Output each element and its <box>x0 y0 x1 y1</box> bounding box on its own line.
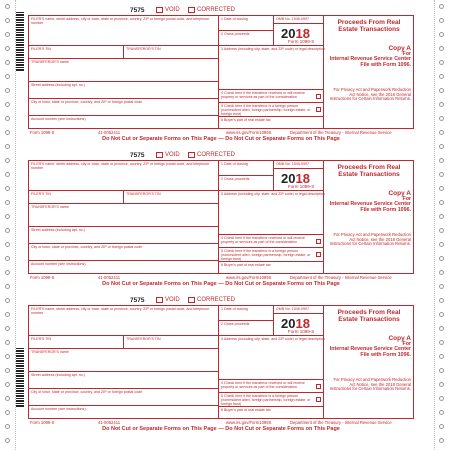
box4-checkbox[interactable] <box>316 239 321 244</box>
tractor-hole <box>439 354 444 359</box>
transferor-tin-field[interactable] <box>124 46 219 59</box>
year-cell <box>274 169 324 191</box>
gross-proceeds-field[interactable] <box>219 31 274 46</box>
city-field[interactable] <box>29 99 219 116</box>
box5-label: 5 Check here if the transferor is a foreign person (nonresident alien, foreign partnership, foreign estate, or foreign trust) <box>221 104 311 116</box>
tractor-hole <box>5 242 10 247</box>
tractor-hole <box>5 228 10 233</box>
tractor-hole <box>5 410 10 415</box>
footer-url: www.irs.gov/Form1099S <box>226 275 272 280</box>
form-name-label: Form 1099-S <box>288 329 315 334</box>
tractor-hole <box>5 60 10 65</box>
filer-info-field[interactable] <box>29 161 219 191</box>
left-tractor-strip <box>2 0 14 450</box>
tractor-hole <box>5 46 10 51</box>
copy-a-block <box>327 191 411 213</box>
tractor-hole <box>5 74 10 79</box>
year-cell <box>274 314 324 336</box>
barcode <box>16 348 24 408</box>
tax-year: 2018 <box>281 316 310 331</box>
street-address-label: Street address (including apt. no.) <box>31 373 85 377</box>
copy-label: Copy A <box>388 45 411 52</box>
tractor-hole <box>5 18 10 23</box>
street-address-label: Street address (including apt. no.) <box>31 228 85 232</box>
transferor-name-field[interactable] <box>29 59 219 82</box>
footer-url: www.irs.gov/Form1099S <box>226 130 272 135</box>
tractor-hole <box>439 32 444 37</box>
omb-number: OMB No. 1545-0997 <box>276 162 309 166</box>
tractor-hole <box>439 368 444 373</box>
form-code: 7575 <box>130 297 145 304</box>
footer-cat: 41-0052411 <box>98 130 121 135</box>
box3-label: 3 Address (including city, state, and ZIP code) or legal description <box>221 47 325 51</box>
city-label: City or town, state or province, country, and ZIP or foreign postal code <box>31 390 143 394</box>
tractor-hole <box>439 18 444 23</box>
transferor-name-label: TRANSFEROR'S name <box>31 60 69 64</box>
tractor-hole <box>5 158 10 163</box>
street-address-field[interactable] <box>29 372 219 389</box>
tractor-hole <box>439 214 444 219</box>
tractor-hole <box>5 368 10 373</box>
tractor-hole <box>5 116 10 121</box>
form-1099s <box>28 296 414 431</box>
do-not-cut-warning: Do Not Cut or Separate Forms on This Page — Do Not Cut or Separate Forms on This Page <box>102 281 340 287</box>
tractor-hole <box>5 256 10 261</box>
tractor-hole <box>5 424 10 429</box>
date-of-closing-field[interactable] <box>219 16 274 31</box>
date-of-closing-field[interactable] <box>219 306 274 321</box>
city-label: City or town, state or province, country, and ZIP or foreign postal code <box>31 245 143 249</box>
box1-label: 1 Date of closing <box>221 307 248 311</box>
void-label: VOID <box>165 7 180 13</box>
box4-cell <box>219 90 324 103</box>
box1-label: 1 Date of closing <box>221 17 248 21</box>
footer-form: Form 1099-S <box>30 420 55 425</box>
tractor-hole <box>5 326 10 331</box>
buyer-tax-field[interactable] <box>219 407 324 418</box>
copy-a-block <box>327 336 411 358</box>
box4-checkbox[interactable] <box>316 94 321 99</box>
gross-proceeds-field[interactable] <box>219 176 274 191</box>
tractor-hole <box>439 438 444 443</box>
box5-label: 5 Check here if the transferor is a foreign person (nonresident alien, foreign partnership, foreign estate, or foreign trust) <box>221 394 311 406</box>
void-checkbox[interactable] <box>156 297 163 303</box>
city-label: City or town, state or province, country, and ZIP or foreign postal code <box>31 100 143 104</box>
tractor-hole <box>439 410 444 415</box>
account-number-label: Account number (see instructions) <box>31 407 86 411</box>
tractor-hole <box>439 88 444 93</box>
tractor-hole <box>5 32 10 37</box>
account-number-field[interactable] <box>29 406 219 418</box>
tractor-hole <box>439 382 444 387</box>
copy-a-block <box>327 46 411 68</box>
tractor-hole <box>439 256 444 261</box>
form-code: 7575 <box>130 152 145 159</box>
file-with: File with Form 1096. <box>360 206 411 213</box>
filer-tin-field[interactable] <box>29 336 124 349</box>
copy-for: For <box>402 340 411 347</box>
year-cell <box>274 24 324 46</box>
transferor-tin-field[interactable] <box>124 191 219 204</box>
form-name-label: Form 1099-S <box>288 184 315 189</box>
tractor-hole <box>5 354 10 359</box>
buyer-tax-field[interactable] <box>219 262 324 273</box>
tractor-hole <box>5 438 10 443</box>
tractor-hole <box>5 382 10 387</box>
tractor-hole <box>439 144 444 149</box>
privacy-note: For Privacy Act and Paperwork Reduction Act Notice, see the 2018 General Instructions for Certain Information Returns. <box>329 377 411 392</box>
void-checkbox[interactable] <box>156 152 163 158</box>
copy-irs: Internal Revenue Service Center <box>329 56 411 62</box>
file-with: File with Form 1096. <box>360 61 411 68</box>
street-address-field[interactable] <box>29 82 219 99</box>
tractor-hole <box>439 396 444 401</box>
transferor-tin-field[interactable] <box>124 336 219 349</box>
account-number-field[interactable] <box>29 116 219 128</box>
corrected-label: CORRECTED <box>197 152 236 158</box>
transferor-tin-label: TRANSFEROR'S TIN <box>126 192 161 196</box>
city-field[interactable] <box>29 389 219 406</box>
footer-url: www.irs.gov/Form1099S <box>226 420 272 425</box>
tractor-hole <box>5 88 10 93</box>
filer-tin-label: FILER'S TIN <box>31 192 51 196</box>
barcode <box>16 12 24 72</box>
footer-dept: Department of the Treasury - Internal Revenue Service <box>290 420 392 425</box>
tractor-hole <box>439 158 444 163</box>
copy-label: Copy A <box>388 335 411 342</box>
form-header-line <box>28 151 414 160</box>
tractor-hole <box>5 340 10 345</box>
box5-cell <box>219 103 324 117</box>
filer-info-field[interactable] <box>29 16 219 46</box>
box5-cell <box>219 248 324 262</box>
void-label: VOID <box>165 297 180 303</box>
copy-for: For <box>402 195 411 202</box>
tractor-hole <box>439 200 444 205</box>
omb-cell <box>274 306 324 314</box>
gross-proceeds-field[interactable] <box>219 321 274 336</box>
tractor-hole <box>5 4 10 9</box>
form-name-label: Form 1099-S <box>288 39 315 44</box>
form-code: 7575 <box>130 7 145 14</box>
tractor-hole <box>439 326 444 331</box>
tractor-hole <box>5 186 10 191</box>
street-address-field[interactable] <box>29 227 219 244</box>
copy-irs: Internal Revenue Service Center <box>329 346 411 352</box>
tractor-hole <box>5 144 10 149</box>
privacy-note: For Privacy Act and Paperwork Reduction Act Notice, see the 2018 General Instructions for Certain Information Returns. <box>329 232 411 247</box>
box5-label: 5 Check here if the transferor is a foreign person (nonresident alien, foreign partnership, foreign estate, or foreign trust) <box>221 249 311 261</box>
account-number-label: Account number (see instructions) <box>31 262 86 266</box>
box3-label: 3 Address (including city, state, and ZIP code) or legal description <box>221 337 325 341</box>
box3-label: 3 Address (including city, state, and ZIP code) or legal description <box>221 192 325 196</box>
footer-form: Form 1099-S <box>30 275 55 280</box>
box2-label: 2 Gross proceeds <box>221 177 250 181</box>
box4-label: 4 Check here if the transferor received or will receive property or services as part of the consideration <box>221 236 305 244</box>
do-not-cut-warning: Do Not Cut or Separate Forms on This Page — Do Not Cut or Separate Forms on This Page <box>102 136 340 142</box>
tractor-hole <box>439 228 444 233</box>
filer-info-label: FILER'S name, street address, city or town, state or province, country, ZIP or foreign postal code, and telephone number <box>31 17 210 25</box>
form-grid <box>28 15 414 129</box>
box1-label: 1 Date of closing <box>221 162 248 166</box>
tractor-hole <box>439 74 444 79</box>
transferor-name-label: TRANSFEROR'S name <box>31 205 69 209</box>
account-number-label: Account number (see instructions) <box>31 117 86 121</box>
box6-label: 6 Buyer's part of real estate tax <box>221 263 271 267</box>
transferor-name-field[interactable] <box>29 349 219 372</box>
tractor-hole <box>5 102 10 107</box>
footer-cat: 41-0052411 <box>98 420 121 425</box>
tractor-hole <box>439 284 444 289</box>
box4-label: 4 Check here if the transferor received or will receive property or services as part of the consideration <box>221 91 305 99</box>
copy-for: For <box>402 50 411 57</box>
street-address-label: Street address (including apt. no.) <box>31 83 85 87</box>
tractor-hole <box>439 270 444 275</box>
box2-label: 2 Gross proceeds <box>221 32 250 36</box>
tractor-hole <box>5 284 10 289</box>
tax-year: 2018 <box>281 171 310 186</box>
form-grid <box>28 305 414 419</box>
filer-tin-field[interactable] <box>29 46 124 59</box>
tractor-hole <box>5 172 10 177</box>
box5-checkbox[interactable] <box>316 252 321 257</box>
filer-tin-label: FILER'S TIN <box>31 337 51 341</box>
tractor-hole <box>439 298 444 303</box>
corrected-checkbox[interactable] <box>188 7 195 13</box>
form-1099s <box>28 6 414 141</box>
box5-checkbox[interactable] <box>316 397 321 402</box>
box6-label: 6 Buyer's part of real estate tax <box>221 408 271 412</box>
box4-cell <box>219 380 324 393</box>
tractor-hole <box>439 46 444 51</box>
privacy-note: For Privacy Act and Paperwork Reduction Act Notice, see the 2018 General Instructions for Certain Information Returns. <box>329 87 411 102</box>
form-grid <box>28 160 414 274</box>
filer-tin-field[interactable] <box>29 191 124 204</box>
corrected-label: CORRECTED <box>197 297 236 303</box>
copy-irs: Internal Revenue Service Center <box>329 201 411 207</box>
footer-dept: Department of the Treasury - Internal Revenue Service <box>290 275 392 280</box>
form-header-line <box>28 296 414 305</box>
copy-label: Copy A <box>388 190 411 197</box>
omb-number: OMB No. 1545-0997 <box>276 307 309 311</box>
tractor-hole <box>439 340 444 345</box>
tractor-hole <box>5 200 10 205</box>
form-title: Proceeds From Real Estate Transactions <box>337 19 401 33</box>
property-address-field[interactable] <box>219 336 324 380</box>
do-not-cut-warning: Do Not Cut or Separate Forms on This Page — Do Not Cut or Separate Forms on This Page <box>102 426 340 432</box>
void-label: VOID <box>165 152 180 158</box>
tractor-hole <box>439 186 444 191</box>
corrected-checkbox[interactable] <box>188 152 195 158</box>
filer-info-label: FILER'S name, street address, city or town, state or province, country, ZIP or foreign postal code, and telephone number <box>31 162 210 170</box>
box4-checkbox[interactable] <box>316 384 321 389</box>
tractor-hole <box>5 214 10 219</box>
tractor-hole <box>5 312 10 317</box>
transferor-name-label: TRANSFEROR'S name <box>31 350 69 354</box>
box4-label: 4 Check here if the transferor received or will receive property or services as part of the consideration <box>221 381 305 389</box>
filer-info-label: FILER'S name, street address, city or town, state or province, country, ZIP or foreign postal code, and telephone number <box>31 307 210 315</box>
tractor-hole <box>439 4 444 9</box>
form-title: Proceeds From Real Estate Transactions <box>337 309 401 323</box>
account-number-field[interactable] <box>29 261 219 273</box>
tractor-hole <box>439 116 444 121</box>
form-title: Proceeds From Real Estate Transactions <box>337 164 401 178</box>
corrected-label: CORRECTED <box>197 7 236 13</box>
box5-checkbox[interactable] <box>316 107 321 112</box>
tractor-hole <box>5 298 10 303</box>
tractor-hole <box>5 396 10 401</box>
omb-cell <box>274 16 324 24</box>
file-with: File with Form 1096. <box>360 351 411 358</box>
tractor-hole <box>439 172 444 177</box>
transferor-tin-label: TRANSFEROR'S TIN <box>126 337 161 341</box>
tax-year: 2018 <box>281 26 310 41</box>
tractor-hole <box>439 130 444 135</box>
property-address-field[interactable] <box>219 191 324 235</box>
buyer-tax-field[interactable] <box>219 117 324 128</box>
filer-tin-label: FILER'S TIN <box>31 47 51 51</box>
box4-cell <box>219 235 324 248</box>
box2-label: 2 Gross proceeds <box>221 322 250 326</box>
filer-info-field[interactable] <box>29 306 219 336</box>
footer-cat: 41-0052411 <box>98 275 121 280</box>
transferor-name-field[interactable] <box>29 204 219 227</box>
property-address-field[interactable] <box>219 46 324 90</box>
tractor-hole <box>5 270 10 275</box>
tractor-hole <box>439 424 444 429</box>
tractor-hole <box>5 130 10 135</box>
tractor-hole <box>439 102 444 107</box>
right-tractor-strip <box>436 0 448 450</box>
date-of-closing-field[interactable] <box>219 161 274 176</box>
tractor-hole <box>439 242 444 247</box>
right-perforation <box>434 0 435 450</box>
void-checkbox[interactable] <box>156 7 163 13</box>
omb-cell <box>274 161 324 169</box>
form-1099s <box>28 151 414 286</box>
city-field[interactable] <box>29 244 219 261</box>
tractor-hole <box>439 312 444 317</box>
box6-label: 6 Buyer's part of real estate tax <box>221 118 271 122</box>
footer-form: Form 1099-S <box>30 130 55 135</box>
corrected-checkbox[interactable] <box>188 297 195 303</box>
box5-cell <box>219 393 324 407</box>
transferor-tin-label: TRANSFEROR'S TIN <box>126 47 161 51</box>
footer-dept: Department of the Treasury - Internal Revenue Service <box>290 130 392 135</box>
tractor-hole <box>439 60 444 65</box>
form-header-line <box>28 6 414 15</box>
omb-number: OMB No. 1545-0997 <box>276 17 309 21</box>
